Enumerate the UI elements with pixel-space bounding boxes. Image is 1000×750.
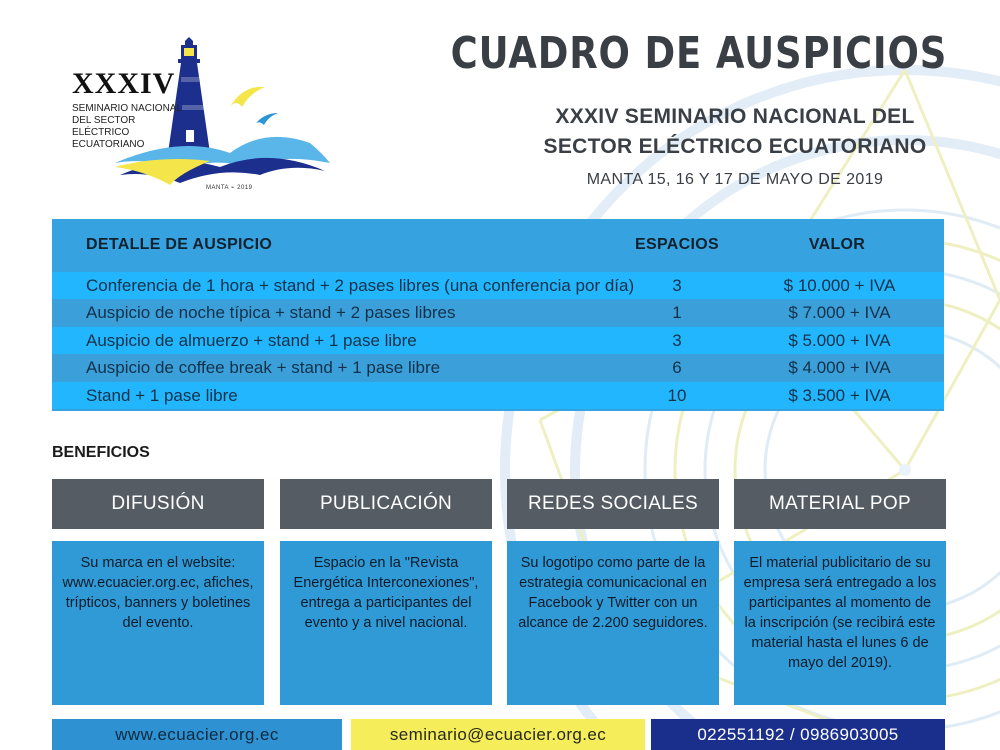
row-value: $ 5.000 + IVA	[788, 331, 891, 350]
sponsorship-table	[52, 219, 944, 411]
logo-caption: MANTA ⌁ 2019	[206, 185, 253, 191]
benefit-body-publicacion: Espacio en la "Revista Energética Interconexiones", entrega a participantes del evento y a nivel nacional.	[280, 541, 492, 705]
logo-roman-numeral: XXXIV	[72, 67, 176, 100]
row-spaces: 3	[672, 276, 682, 295]
row-spaces: 10	[667, 386, 687, 405]
subtitle-line-2: SECTOR ELÉCTRICO ECUATORIANO	[543, 135, 927, 158]
row-detail: Auspicio de coffee break + stand + 1 pase libre	[86, 358, 441, 377]
event-dates: MANTA 15, 16 Y 17 DE MAYO DE 2019	[586, 171, 884, 188]
header-detail: DETALLE DE AUSPICIO	[86, 236, 273, 253]
benefit-heading-redes-sociales: REDES SOCIALES	[507, 479, 719, 529]
row-spaces: 1	[672, 303, 682, 322]
row-detail: Conferencia de 1 hora + stand + 2 pases libres (una conferencia por día)	[86, 276, 635, 295]
table-row	[52, 299, 944, 326]
row-detail: Auspicio de almuerzo + stand + 1 pase libre	[86, 331, 417, 350]
benefit-heading-material-pop: MATERIAL POP	[734, 479, 946, 529]
row-spaces: 3	[672, 331, 682, 350]
header-value: VALOR	[808, 236, 866, 253]
logo-line: SEMINARIO NACIONAL	[72, 103, 183, 114]
logo-line: ECUATORIANO	[72, 139, 145, 150]
logo-text	[72, 103, 192, 151]
page-title: CUADRO DE AUSPICIOS	[450, 28, 947, 79]
footer-phone-numbers: 022551192 / 0986903005	[651, 719, 945, 750]
table-row	[52, 327, 944, 354]
row-spaces: 6	[672, 358, 682, 377]
row-value: $ 10.000 + IVA	[783, 276, 896, 295]
benefit-heading-difusion: DIFUSIÓN	[52, 479, 264, 529]
table-row	[52, 272, 944, 299]
benefit-body-material-pop: El material publicitario de su empresa será entregado a los participantes al momento de la inscripción (se recibirá este material hasta el lunes 6 de mayo del 2019).	[734, 541, 946, 705]
row-detail: Auspicio de noche típica + stand + 2 pases libres	[86, 303, 456, 322]
row-value: $ 3.500 + IVA	[788, 386, 891, 405]
benefit-heading-publicacion: PUBLICACIÓN	[280, 479, 492, 529]
row-value: $ 7.000 + IVA	[788, 303, 891, 322]
benefits-title: BENEFICIOS	[52, 444, 150, 461]
footer-email-link[interactable]: seminario@ecuacier.org.ec	[351, 719, 645, 750]
footer-website-link[interactable]: www.ecuacier.org.ec	[52, 719, 342, 750]
benefit-body-difusion: Su marca en el website: www.ecuacier.org.ec, afiches, trípticos, banners y boletines del evento.	[52, 541, 264, 705]
header-spaces: ESPACIOS	[635, 236, 719, 253]
table-row	[52, 382, 944, 409]
event-logo	[60, 35, 340, 195]
subtitle-line-1: XXXIV SEMINARIO NACIONAL DEL	[555, 105, 915, 128]
logo-line: DEL SECTOR ELÉCTRICO	[72, 115, 136, 138]
table-row	[52, 354, 944, 381]
row-detail: Stand + 1 pase libre	[86, 386, 238, 405]
benefit-body-redes-sociales: Su logotipo como parte de la estrategia comunicacional en Facebook y Twitter con un alcance de 2.200 seguidores.	[507, 541, 719, 705]
row-value: $ 4.000 + IVA	[788, 358, 891, 377]
